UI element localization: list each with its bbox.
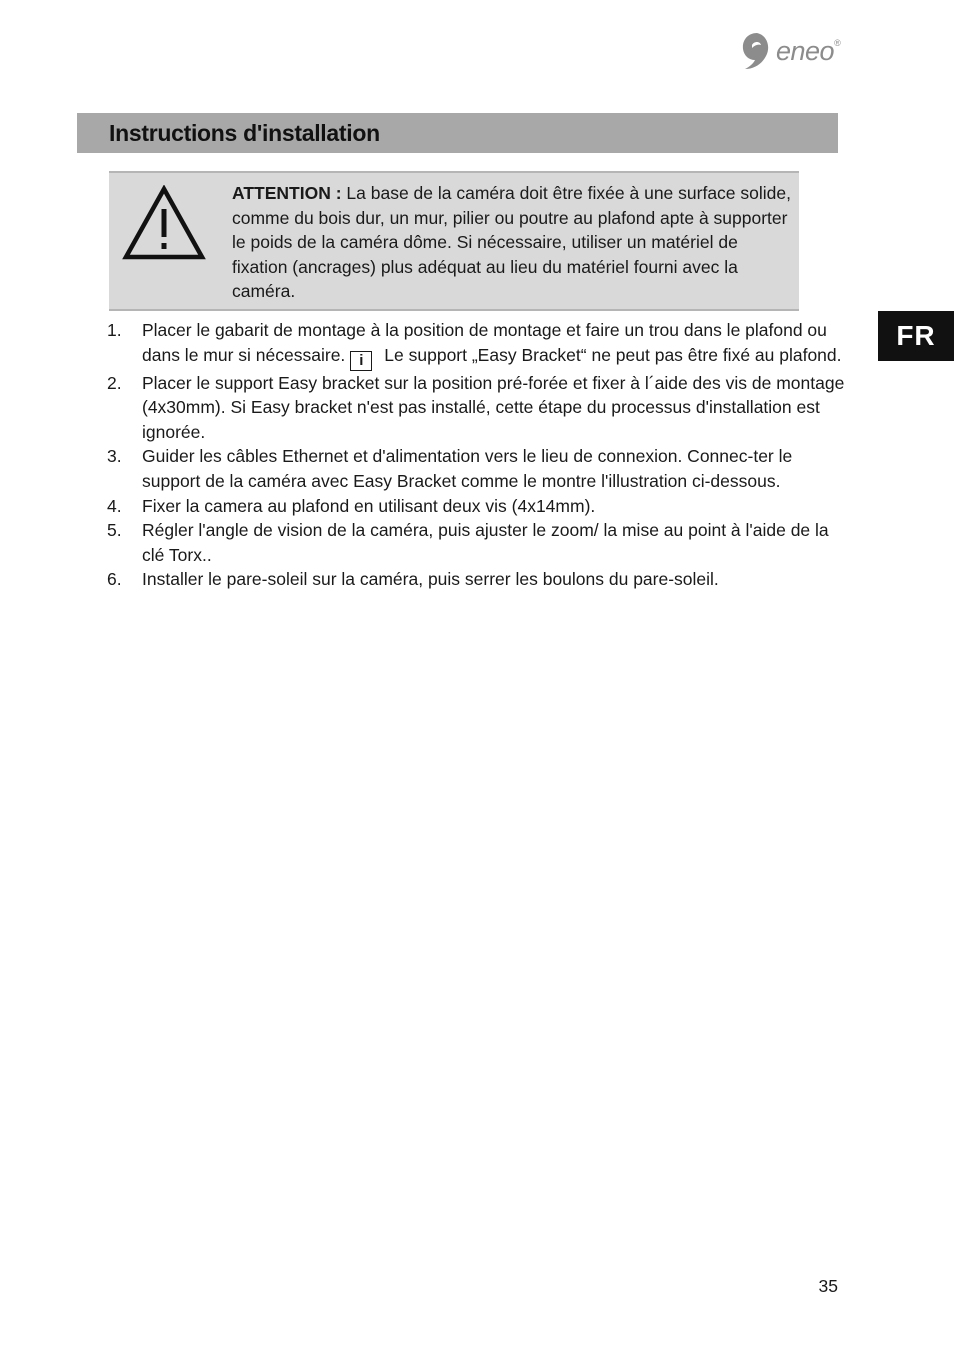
step-number: 4. — [107, 495, 122, 516]
step-text: Placer le support Easy bracket sur la position pré-forée et fixer à l´aide des vis de montage (4x30mm). Si Easy bracket n'est pas installé, cette étape du processus d'installation est ignorée. — [142, 372, 845, 442]
step-number: 1. — [107, 320, 122, 340]
step-text-part: Placer le gabarit de montage à la position de montage et faire un trou dans le plafond ou dans le mur si nécessaire. — [142, 320, 827, 365]
eneo-logo-text: eneo — [776, 35, 835, 66]
step-item — [107, 494, 847, 519]
step-text: Guider les câbles Ethernet et d'alimentation vers le lieu de connexion. Connec-ter le support de la caméra avec Easy Bracket comme le montre l'illustration ci-dessous. — [142, 446, 793, 491]
step-item — [107, 444, 847, 493]
warning-box — [109, 171, 799, 311]
eneo-logo — [740, 30, 840, 72]
section-header — [77, 113, 838, 153]
step-number: 2. — [107, 372, 122, 393]
step-number: 5. — [107, 520, 122, 541]
step-text: Régler l'angle de vision de la caméra, puis ajuster le zoom/ la mise au point à l'aide de la clé Torx.. — [142, 520, 829, 565]
step-text-part: Le support „Easy Bracket“ ne peut pas être fixé au plafond. — [384, 344, 842, 365]
step-item — [107, 518, 847, 567]
installation-steps — [107, 318, 847, 592]
warning-triangle-icon — [122, 185, 206, 261]
step-item — [107, 371, 847, 445]
step-item — [107, 567, 847, 592]
warning-label: ATTENTION : — [232, 183, 342, 203]
step-item — [107, 318, 847, 371]
step-text: Fixer la camera au plafond en utilisant deux vis (4x14mm). — [142, 495, 596, 516]
warning-body: La base de la caméra doit être fixée à une surface solide, comme du bois dur, un mur, pilier ou poutre au plafond apte à supporter le poids de la caméra dôme. Si nécessaire, utiliser un matériel de fixation (ancrages) plus adéquat au lieu du matériel fourni avec la caméra. — [232, 183, 791, 302]
page-number: 35 — [818, 1276, 838, 1296]
language-tab: FR — [878, 311, 954, 361]
section-title: Instructions d'installation — [109, 119, 380, 146]
step-number: 3. — [107, 446, 122, 467]
registered-mark: ® — [834, 38, 841, 48]
step-text: Installer le pare-soleil sur la caméra, puis serrer les boulons du pare-soleil. — [142, 569, 719, 590]
info-icon: i — [350, 351, 372, 371]
step-number: 6. — [107, 569, 122, 590]
eneo-logo-icon — [740, 31, 774, 71]
warning-text — [232, 181, 792, 304]
step-text — [142, 318, 847, 371]
